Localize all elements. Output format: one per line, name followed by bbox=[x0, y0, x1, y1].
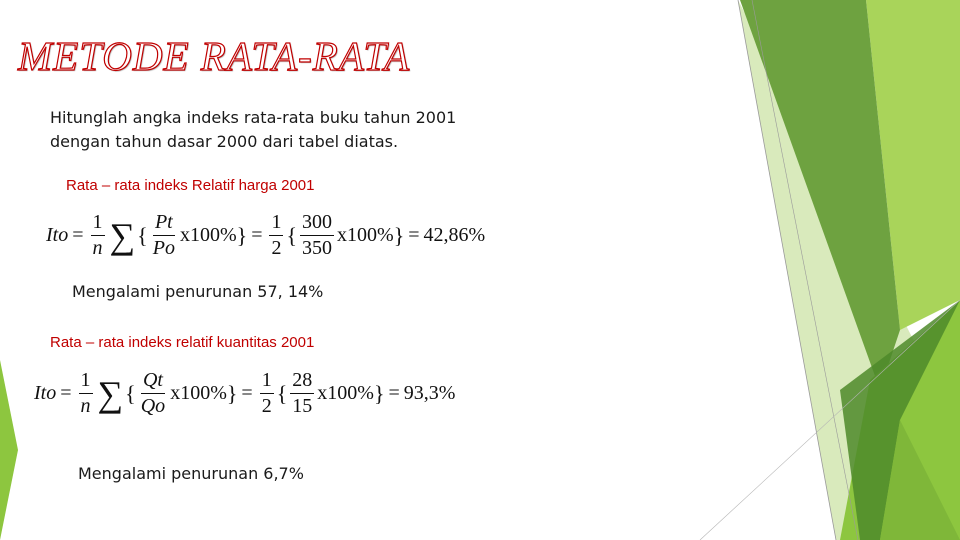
fraction-denominator: 2 bbox=[271, 237, 282, 259]
fraction-denominator: Qo bbox=[140, 395, 166, 417]
equals-sign: = bbox=[72, 224, 84, 246]
times-percent: x100% bbox=[337, 224, 394, 246]
fraction-one-half bbox=[260, 370, 274, 417]
formula-lhs: Ito bbox=[46, 224, 69, 246]
fraction-denominator: 350 bbox=[302, 237, 333, 259]
fraction-denominator: 15 bbox=[292, 395, 313, 417]
formula-result: 42,86% bbox=[423, 224, 486, 246]
fraction-numerator: 1 bbox=[269, 212, 283, 236]
section2-heading: Rata – rata indeks relatif kuantitas 2001 bbox=[50, 334, 315, 351]
fraction-values bbox=[300, 212, 334, 259]
open-brace: { bbox=[137, 222, 148, 248]
price-index-formula bbox=[46, 212, 485, 259]
close-brace: } bbox=[373, 380, 385, 406]
question-text: Hitunglah angka indeks rata-rata buku tahun 2001 dengan tahun dasar 2000 dari tabel diatas. bbox=[50, 108, 457, 151]
fraction-numerator: 1 bbox=[79, 370, 93, 394]
fraction-qt-over-qo bbox=[139, 370, 167, 417]
fraction-numerator: 300 bbox=[300, 212, 334, 236]
equals-sign: = bbox=[60, 382, 72, 404]
fraction-denominator: 2 bbox=[261, 395, 272, 417]
left-green-wedge bbox=[0, 360, 18, 540]
equals-sign: = bbox=[388, 382, 400, 404]
open-brace: { bbox=[276, 380, 288, 406]
equals-sign: = bbox=[251, 224, 263, 246]
times-percent: x100% bbox=[317, 382, 374, 404]
fraction-one-over-n bbox=[91, 212, 105, 259]
close-brace: } bbox=[226, 380, 238, 406]
fraction-pt-over-po bbox=[151, 212, 177, 259]
fraction-denominator: n bbox=[80, 395, 91, 417]
open-brace: { bbox=[286, 222, 298, 248]
fraction-one-half bbox=[269, 212, 283, 259]
close-brace: } bbox=[393, 222, 405, 248]
times-percent: x100% bbox=[170, 382, 227, 404]
section1-heading: Rata – rata indeks Relatif harga 2001 bbox=[66, 177, 315, 194]
fraction-numerator: Pt bbox=[153, 212, 175, 236]
sigma-symbol: ∑ bbox=[97, 373, 124, 414]
formula-result: 93,3% bbox=[403, 382, 456, 404]
fraction-numerator: 28 bbox=[290, 370, 314, 394]
fraction-numerator: 1 bbox=[260, 370, 274, 394]
equals-sign: = bbox=[408, 224, 420, 246]
fraction-denominator: Po bbox=[152, 237, 175, 259]
times-percent: x100% bbox=[179, 224, 237, 246]
sigma-symbol: ∑ bbox=[109, 215, 136, 256]
quantity-index-formula bbox=[34, 370, 455, 417]
fraction-denominator: n bbox=[92, 237, 103, 259]
fraction-values bbox=[290, 370, 314, 417]
section2-conclusion: Mengalami penurunan 6,7% bbox=[78, 464, 304, 483]
section1-conclusion: Mengalami penurunan 57, 14% bbox=[72, 282, 324, 301]
close-brace: } bbox=[236, 222, 248, 248]
fraction-numerator: 1 bbox=[91, 212, 105, 236]
equals-sign: = bbox=[241, 382, 253, 404]
slide-title: METODE RATA-RATA bbox=[18, 33, 411, 79]
formula-lhs: Ito bbox=[34, 382, 57, 404]
open-brace: { bbox=[125, 380, 136, 406]
fraction-one-over-n bbox=[79, 370, 93, 417]
fraction-numerator: Qt bbox=[141, 370, 165, 394]
